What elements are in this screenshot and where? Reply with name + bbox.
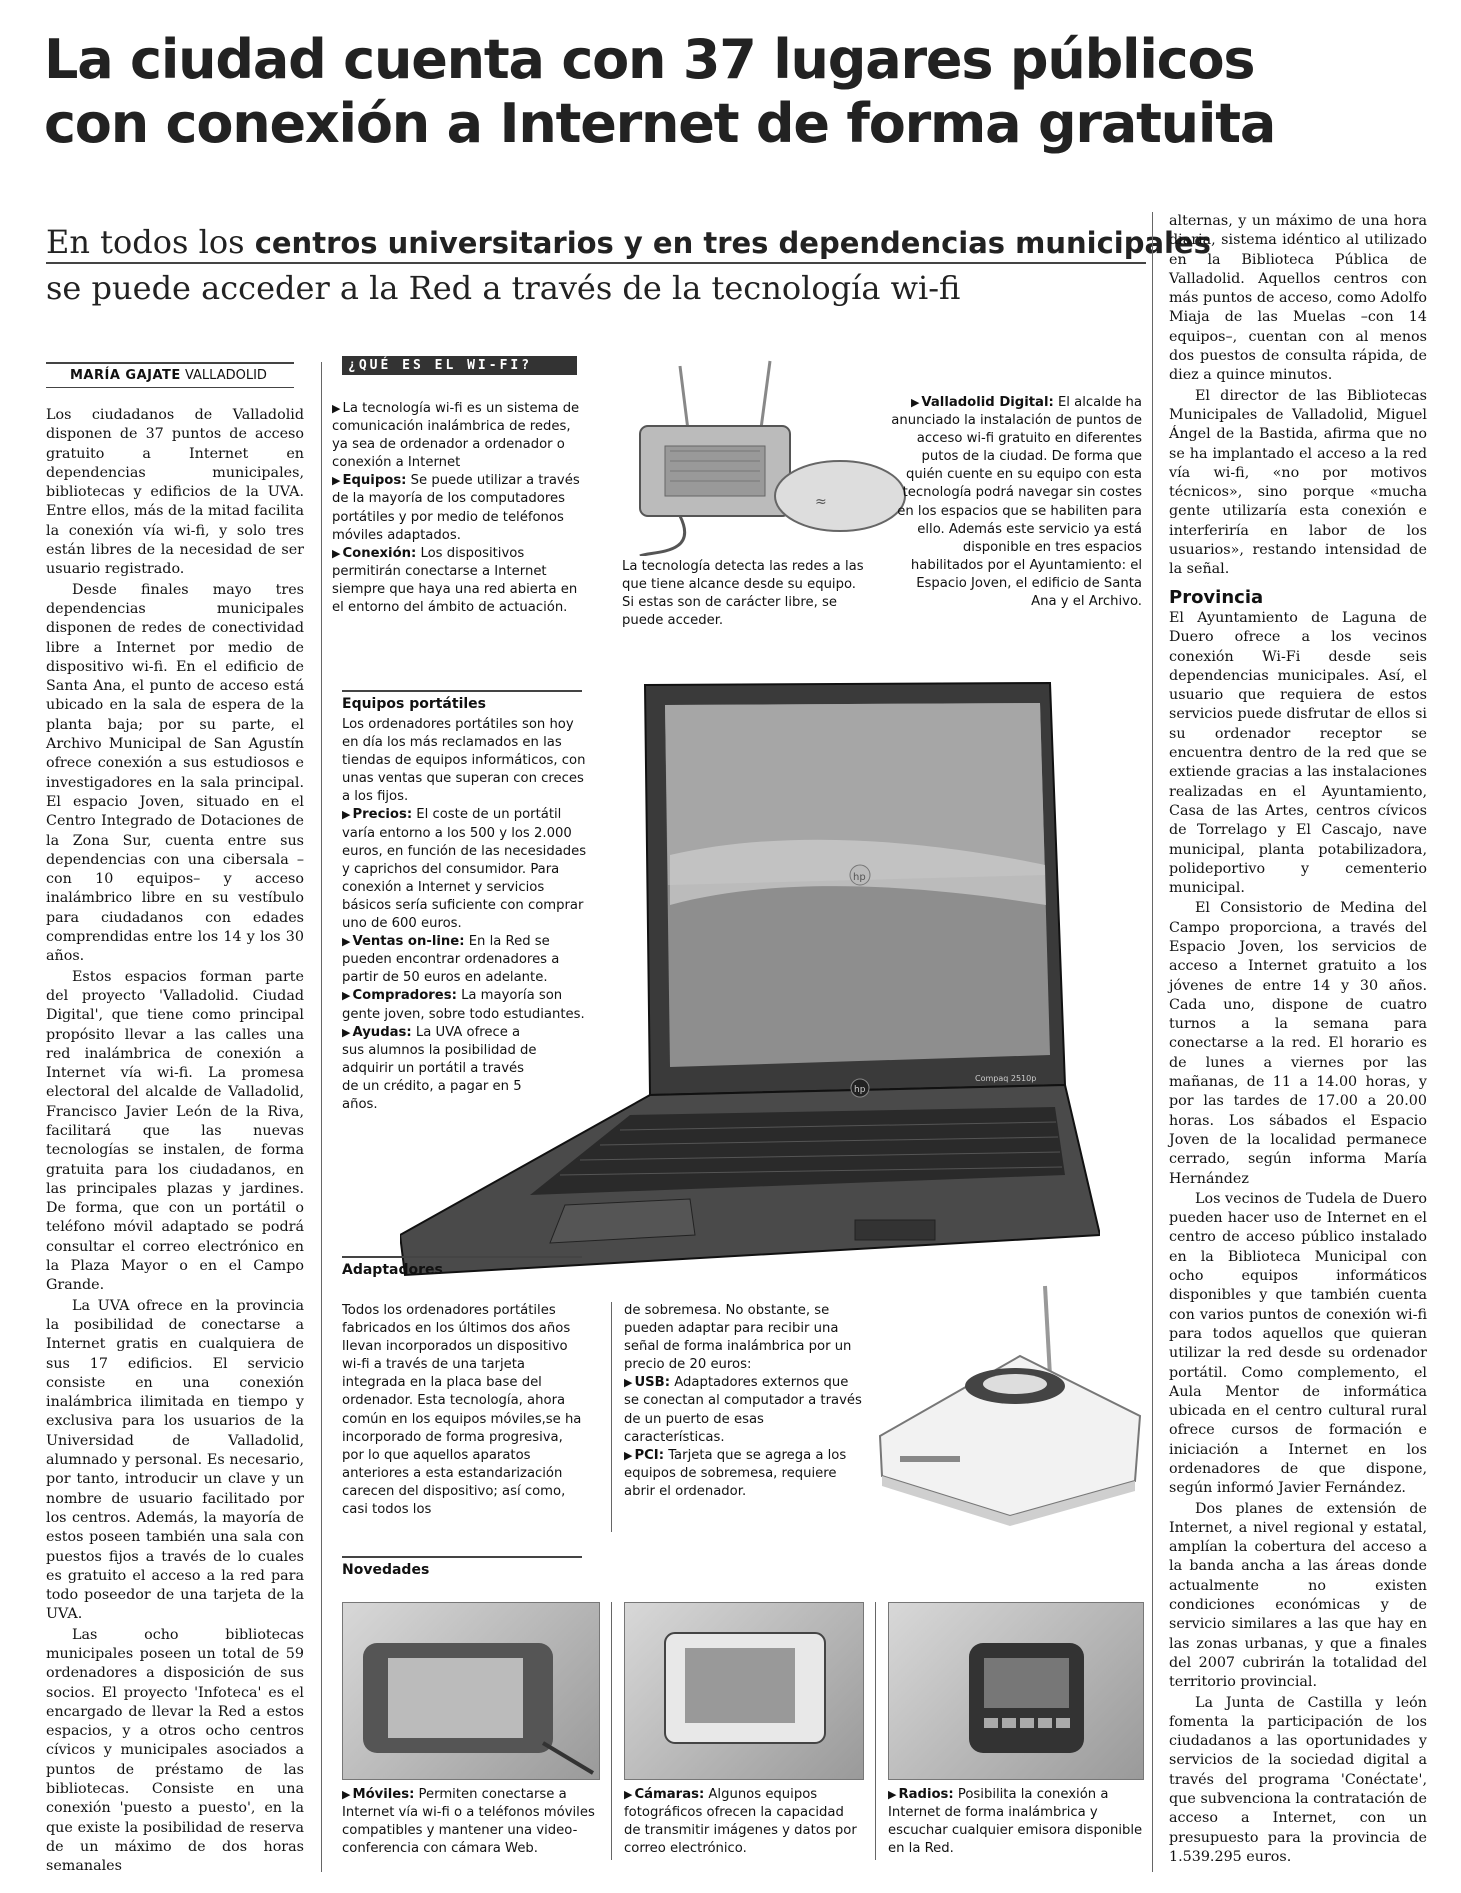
article-paragraph: La UVA ofrece en la provincia la posibilidad de conectarse a Internet gratis en cualquiera de sus 17 edificios. El servicio consiste en una conexión inalámbrica ilimitada en tiempo y exclusiva para los usuarios de la Universidad de Valladolid, alumnado y personal. Es necesario, por tanto, introducir un clave y un nombre de usuario facilitado por los centros. Además, la mayoría de estos poseen también una sala con puestos fijos a través de lo cuales es gratuito el acceso a la red para todo poseedor de una tarjeta de la UVA.	[46, 1297, 304, 1623]
wifi-conexion: ▶ Conexión: Los dispositivos permitirán conectarse a Internet siempre que haya una red abierta en el entorno del ámbito de actuación.	[332, 545, 578, 616]
wifi-box-title: ¿QUÉ ES EL WI-FI?	[342, 356, 577, 375]
article-paragraph: La Junta de Castilla y león fomenta la participación de los ciudadanos a las oportunidades y servicios de la sociedad digital a través del programa 'Conéctate', que subvenciona la contratación de acceso a Internet, con un presupuesto para la provincia de 1.539.295 euros.	[1169, 1694, 1427, 1865]
valladolid-digital-note: ▶ Valladolid Digital: El alcalde ha anunciado la instalación de puntos de acceso wi-fi gratuito en diferentes putos de la ciudad. De forma que quién cuente en su equipo con esta tecnología podrá navegar sin costes en los espacios que se habiliten para ello. Además este servicio ya está disponible en tres espacios habilitados por el Ayuntamiento: el Espacio Joven, el edificio de Santa Ana y el Archivo.	[891, 395, 1142, 610]
arrow-icon: ▶	[342, 808, 351, 822]
adaptadores-heading: Adaptadores	[342, 1256, 582, 1278]
portatiles-compradores: ▶ Compradores: La mayoría son gente joven, sobre todo estudiantes.	[342, 988, 585, 1022]
wifi-intro: ▶ La tecnología wi-fi es un sistema de comunicación inalámbrica de redes, ya sea de ordenador a ordenador o conexión a Internet	[332, 401, 580, 471]
arrow-icon: ▶	[332, 546, 341, 560]
wifi-equipos: ▶ Equipos: Se puede utilizar a través de la mayoría de los computadores portátiles y por medio de teléfonos móviles adaptados.	[332, 473, 580, 543]
article-paragraph: alternas, y un máximo de una hora diaria, sistema idéntico al utilizado en la Biblioteca Pública de Valladolid. Aquellos centros con más puntos de acceso, como Adolfo Miaja de las Muelas –con 14 equipos–, cuentan con al menos dos puestos de consulta rápida, de diez a quince minutos.	[1169, 213, 1427, 384]
wireless-router-photo	[870, 1266, 1150, 1526]
arrow-icon: ▶	[332, 474, 341, 488]
arrow-icon: ▶	[910, 396, 920, 409]
adaptadores-pci: ▶ PCI: Tarjeta que se agrega a los equipos de sobremesa, requiere abrir el ordenador.	[624, 1447, 847, 1499]
arrow-icon: ▶	[624, 1376, 633, 1390]
novedades-camaras: ▶ Cámaras: Algunos equipos fotográficos ofrecen la capacidad de transmitir imágenes y datos por correo electrónico.	[624, 1787, 857, 1857]
subheadline-divider	[46, 262, 1146, 264]
headline-line-1: La ciudad cuenta con 37 lugares públicos	[44, 28, 1255, 91]
arrow-icon: ▶	[624, 1448, 633, 1462]
wifi-box	[342, 356, 577, 375]
right-article-column	[1169, 212, 1427, 1868]
byline: MARÍA GAJATE VALLADOLID	[46, 362, 294, 388]
adaptadores-col2: de sobremesa. No obstante, se pueden adaptar para recibir una señal de forma inalámbrica por un precio de 20 euros: ▶ USB: Adaptadores externos que se conectan al computador a través de un puerto de esas características. ▶ PCI: Tarjeta que se agrega a los equipos de sobremesa, requiere abrir el ordenador.	[624, 1302, 864, 1501]
arrow-icon: ▶	[342, 989, 351, 1003]
portatiles-precios: ▶ Precios: El coste de un portátil varía entorno a los 500 y los 2.000 euros, en función de las necesidades y caprichos del consumidor. Para conexión a Internet y servicios básicos sería suficiente con comprar uno de 600 euros.	[342, 807, 587, 932]
article-paragraph: El director de las Bibliotecas Municipales de Valladolid, Miguel Ángel de la Bastida, afirma que no se ha implantado el acceso a la red vía wi-fi, «no por motivos técnicos», sino porque «mucha gente utilizaría esta conexión e interferiría en labor de los usuarios», restando intensidad de la señal.	[1169, 387, 1427, 578]
antenna-brand-icon: ≈	[815, 494, 827, 510]
provincia-heading: Provincia	[1169, 586, 1264, 608]
column-divider	[321, 362, 322, 1872]
subheadline-line-1: En todos los centros universitarios y en tres dependencias municipales	[46, 223, 1211, 261]
laptop-model-label: Compaq 2510p	[975, 1074, 1037, 1083]
article-paragraph: Desde finales mayo tres dependencias municipales disponen de redes de conectividad libre a Internet por medio de dispositivo wi-fi. En el edificio de Santa Ana, el punto de acceso está ubicado en la sala de espera de la planta baja; por su parte, el Archivo Municipal de San Agustín ofrece conexión a sus estudiosos e investigadores en la sala principal. El espacio Joven, situado en el Centro Integrado de Dotaciones de la Zona Sur, cuenta entre sus dependencias con una cibersala –con 10 equipos– y acceso inalámbrico libre en su vestíbulo para ciudadanos con edades comprendidas entre los 14 y los 30 años.	[46, 581, 304, 965]
mobile-device-photo	[342, 1602, 600, 1780]
adaptadores-divider	[611, 1302, 612, 1532]
portatiles-ayudas: ▶ Ayudas: La UVA ofrece a sus alumnos la posibilidad de adquirir un portátil a través de un crédito, a pagar en 5 años.	[342, 1024, 537, 1112]
article-paragraph: Los vecinos de Tudela de Duero pueden hacer uso de Internet en el centro de acceso público instalado en la Biblioteca Municipal con ocho equipos informáticos disponibles y que también cuenta con varios puntos de conexión wi-fi para todos aquellos que quieran utilizar la red desde su ordenador portátil. Como complemento, el Aula Mentor de informática ubicada en el centro cultural rural ofrece cursos de formación e iniciación a Internet en los ordenadores de que dispone, según informó Javier Fernández.	[1169, 1190, 1427, 1497]
wifi-box-text	[332, 400, 586, 617]
arrow-icon: ▶	[342, 1025, 351, 1039]
portatiles-heading: Equipos portátiles	[342, 690, 582, 712]
wifi-photo-caption: La tecnología detecta las redes a las que tiene alcance desde su equipo. Si estas son de carácter libre, se puede acceder.	[622, 559, 864, 629]
hp-screen-logo: hp	[853, 872, 866, 883]
portatiles-ventas: ▶ Ventas on-line: En la Red se pueden encontrar ordenadores a partir de 50 euros en adelante.	[342, 934, 560, 986]
adaptadores-usb: ▶ USB: Adaptadores externos que se conectan al computador a través de un puerto de esas características.	[624, 1375, 862, 1445]
camera-device-photo	[624, 1602, 864, 1780]
headline-line-2: con conexión a Internet de forma gratuita	[44, 92, 1276, 155]
article-paragraph: Dos planes de extensión de Internet, a nivel regional y estatal, amplían la cobertura del acceso a la banda ancha a las áreas donde actualmente no existen condiciones económicas y de servicio similares a las que hay en las zonas urbanas, y que a finales del 2007 cubrirán la totalidad del territorio provincial.	[1169, 1500, 1427, 1691]
arrow-icon: ▶	[342, 935, 351, 949]
novedades-heading: Novedades	[342, 1556, 582, 1578]
article-paragraph: Estos espacios forman parte del proyecto 'Valladolid. Ciudad Digital', que tiene como principal propósito llevar a las calles una red inalámbrica de conexión a Internet vía wi-fi. La promesa electoral del alcalde de Valladolid, Francisco Javier León de la Riva, facilitará que las nuevas tecnologías se instalen, de forma gratuita para los ciudadanos, en las principales plazas y jardines. De forma, que con un portátil o teléfono móvil adaptado se podrá consultar el correo electrónico en la Plaza Mayor o en el Campo Grande.	[46, 968, 304, 1294]
arrow-icon: ▶	[624, 1788, 633, 1801]
main-article-column	[46, 406, 304, 1878]
article-paragraph: El Ayuntamiento de Laguna de Duero ofrece a los vecinos conexión Wi-Fi desde seis dependencias municipales. Así, el usuario que requiera de estos servicios puede disfrutar de ellos si su ordenador receptor se encuentra dentro de la red que se extiende gracias a las instalaciones realizadas en el Ayuntamiento, Casa de las Artes, centros cívicos de Torrelago y El Cascajo, nave municipal, planta potabilizadora, polideportivo y cementerio municipal.	[1169, 609, 1427, 897]
subheadline-line-2: se puede acceder a la Red a través de la tecnología wi-fi	[46, 269, 961, 307]
article-paragraph: El Consistorio de Medina del Campo proporciona, a través del Espacio Joven, los servicios de acceso a Internet gratuito a los jóvenes de entre 14 y 30 años. Cada uno, dispone de cuatro turnos a la semana para conectarse a la red. El horario es de lunes a viernes por las mañanas, de 11 a 14.00 horas, y por las tardes de 17.00 a 20.00 horas. Los sábados el Espacio Joven de la localidad permanece cerrado, según informa María Hernández	[1169, 900, 1427, 1187]
hp-body-logo: hp	[854, 1085, 866, 1095]
arrow-icon: ▶	[342, 1788, 351, 1801]
novedades-divider	[875, 1602, 876, 1860]
laptop-photo	[400, 675, 1100, 1285]
portatiles-intro: Los ordenadores portátiles son hoy en día los más reclamados en las tiendas de equipos informáticos, con unas ventas que superan con creces a los fijos.	[342, 717, 586, 805]
headline	[44, 28, 1424, 156]
article-paragraph: Los ciudadanos de Valladolid disponen de 37 puntos de acceso gratuito a Internet en dependencias municipales, bibliotecas y edificios de la UVA. Entre ellos, más de la mitad facilita la conexión vía wi-fi, y solo tres están libres de la necesidad de ser usuario registrado.	[46, 407, 304, 578]
article-paragraph: Las ocho bibliotecas municipales poseen un total de 59 ordenadores a disposición de sus socios. El proyecto 'Infoteca' es el encargado de llevar la Red a estos espacios, y a otros ocho centros cívicos y municipales asociados a puntos de préstamo de las bibliotecas. Consiste en una conexión 'puesto a puesto', en la que existe la posibilidad de reserva de un máximo de dos horas semanales	[46, 1626, 304, 1875]
radio-device-photo	[888, 1602, 1144, 1780]
column-divider	[1152, 212, 1153, 1872]
novedades-moviles: ▶ Móviles: Permiten conectarse a Internet vía wi-fi o a teléfonos móviles compatibles y mantener una video-conferencia con cámara Web.	[342, 1787, 595, 1857]
novedades-divider	[611, 1602, 612, 1860]
wifi-antenna-photo	[620, 356, 910, 556]
novedades-radios: ▶ Radios: Posibilita la conexión a Internet de forma inalámbrica y escuchar cualquier emisora disponible en la Red.	[888, 1787, 1143, 1857]
adaptadores-col1: Todos los ordenadores portátiles fabricados en los últimos dos años llevan incorporados un dispositivo wi-fi a través de una tarjeta integrada en la placa base del ordenador. Esta tecnología, ahora común en los equipos móviles,se ha incorporado de forma progresiva, por lo que aquellos aparatos anteriores a esta estandarización carecen del dispositivo; así como, casi todos los	[342, 1303, 582, 1518]
arrow-icon: ▶	[332, 402, 341, 415]
arrow-icon: ▶	[888, 1788, 897, 1801]
